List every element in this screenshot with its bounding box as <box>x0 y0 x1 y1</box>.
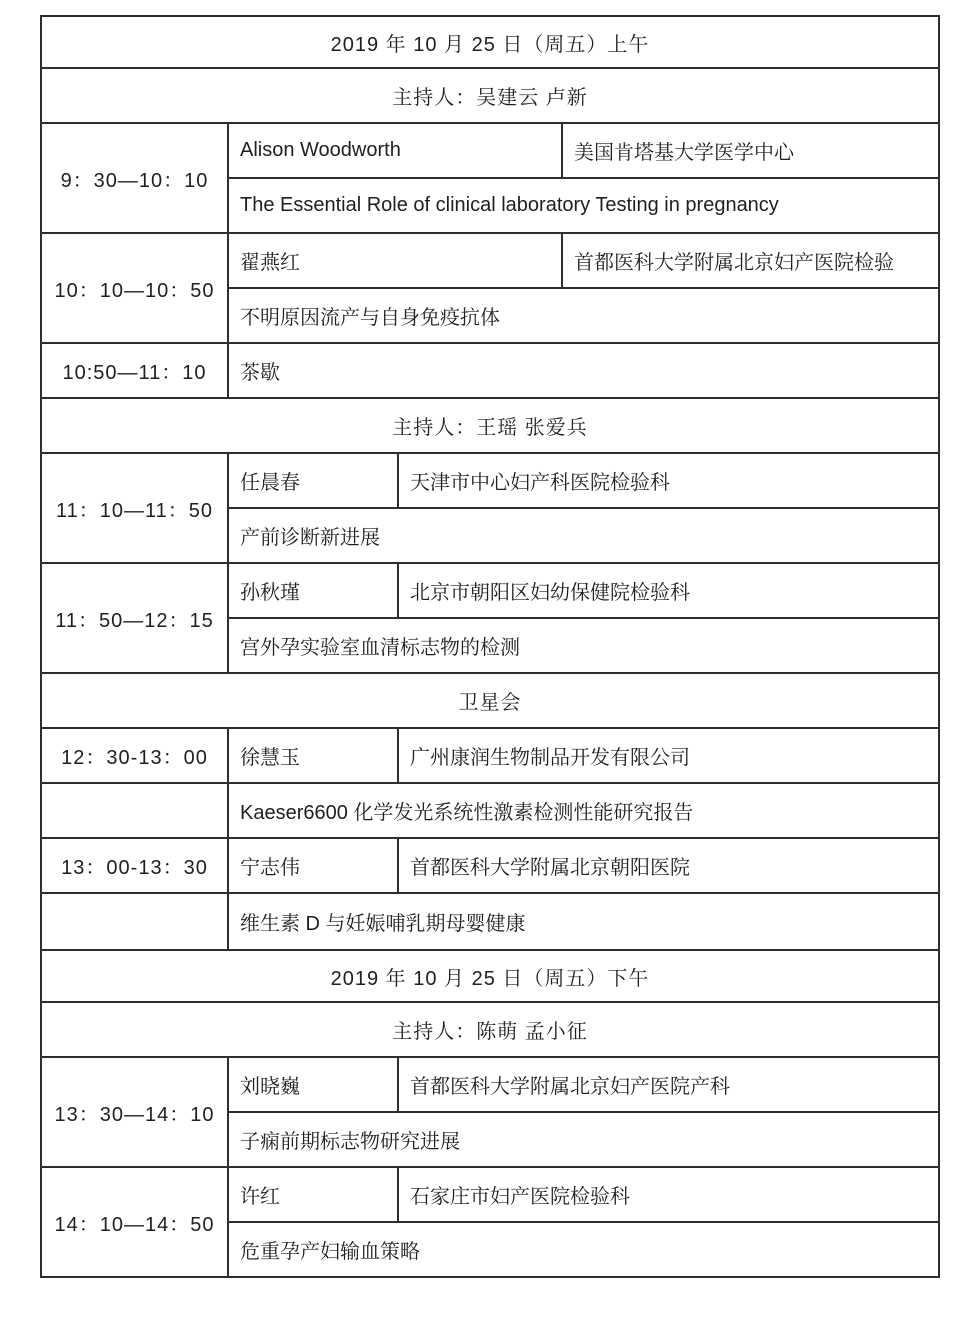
talk-title-cell: 产前诊断新进展 <box>228 508 939 563</box>
talk-title-cell: 不明原因流产与自身免疫抗体 <box>228 288 939 343</box>
satellite-header-cell: 卫星会 <box>41 673 939 728</box>
affiliation-cell: 首都医科大学附属北京朝阳医院 <box>398 838 939 893</box>
talk-row <box>41 1057 939 1112</box>
moderator-cell: 主持人：吴建云 卢新 <box>41 68 939 123</box>
talk-row <box>41 728 939 783</box>
affiliation-cell: 首都医科大学附属北京妇产医院产科 <box>398 1057 939 1112</box>
talk-row <box>41 838 939 893</box>
talk-title-cell: 危重孕产妇输血策略 <box>228 1222 939 1277</box>
time-cell: 11：50—12：15 <box>41 563 228 673</box>
agenda-table <box>40 15 940 1278</box>
moderator-cell: 主持人：陈萌 孟小征 <box>41 1002 939 1057</box>
speaker-cell: 刘晓巍 <box>228 1057 398 1112</box>
talk-row <box>41 1167 939 1222</box>
talk-row <box>41 453 939 508</box>
time-cell: 13：30—14：10 <box>41 1057 228 1167</box>
talk-row <box>41 123 939 178</box>
talk-title-cell: 子痫前期标志物研究进展 <box>228 1112 939 1167</box>
moderator-row <box>41 68 939 123</box>
talk-title-cell: The Essential Role of clinical laboratory Testing in pregnancy <box>228 178 939 233</box>
empty-time-cell <box>41 893 228 950</box>
speaker-cell: 孙秋瑾 <box>228 563 398 618</box>
speaker-cell: 翟燕红 <box>228 233 562 288</box>
time-cell: 13：00-13：30 <box>41 838 228 893</box>
affiliation-cell: 北京市朝阳区妇幼保健院检验科 <box>398 563 939 618</box>
talk-row <box>41 563 939 618</box>
talk-title-cell: 宫外孕实验室血清标志物的检测 <box>228 618 939 673</box>
satellite-header-row <box>41 673 939 728</box>
session-date-cell: 2019 年 10 月 25 日（周五）上午 <box>41 16 939 68</box>
affiliation-cell: 首都医科大学附属北京妇产医院检验 <box>562 233 939 288</box>
session-date-cell: 2019 年 10 月 25 日（周五）下午 <box>41 950 939 1002</box>
time-cell: 9：30—10：10 <box>41 123 228 233</box>
affiliation-cell: 石家庄市妇产医院检验科 <box>398 1167 939 1222</box>
time-cell: 11：10—11：50 <box>41 453 228 563</box>
moderator-row <box>41 398 939 453</box>
time-cell: 10：10—10：50 <box>41 233 228 343</box>
talk-title-cell: Kaeser6600 化学发光系统性激素检测性能研究报告 <box>228 783 939 838</box>
speaker-cell: 徐慧玉 <box>228 728 398 783</box>
affiliation-cell: 美国肯塔基大学医学中心 <box>562 123 939 178</box>
talk-row <box>41 233 939 288</box>
talk-title-cell: 维生素 D 与妊娠哺乳期母婴健康 <box>228 893 939 950</box>
moderator-row <box>41 1002 939 1057</box>
break-label-cell: 茶歇 <box>228 343 939 398</box>
empty-time-cell <box>41 783 228 838</box>
time-cell: 10:50—11：10 <box>41 343 228 398</box>
session-date-row <box>41 16 939 68</box>
time-cell: 14：10—14：50 <box>41 1167 228 1277</box>
session-date-row <box>41 950 939 1002</box>
speaker-cell: Alison Woodworth <box>228 123 562 178</box>
break-row <box>41 343 939 398</box>
affiliation-cell: 广州康润生物制品开发有限公司 <box>398 728 939 783</box>
speaker-cell: 宁志伟 <box>228 838 398 893</box>
talk-title-row <box>41 783 939 838</box>
moderator-cell: 主持人：王瑶 张爱兵 <box>41 398 939 453</box>
time-cell: 12：30-13：00 <box>41 728 228 783</box>
talk-title-row <box>41 893 939 950</box>
speaker-cell: 任晨春 <box>228 453 398 508</box>
speaker-cell: 许红 <box>228 1167 398 1222</box>
affiliation-cell: 天津市中心妇产科医院检验科 <box>398 453 939 508</box>
